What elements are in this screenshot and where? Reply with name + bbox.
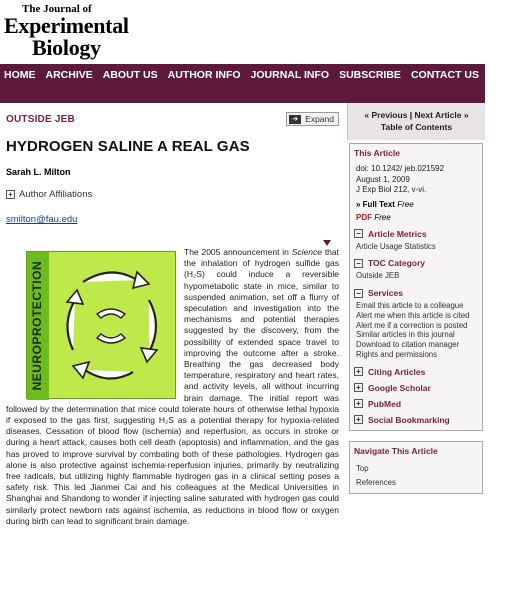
plus-icon: + (354, 415, 363, 424)
social-bookmarking-toggle[interactable] (350, 412, 482, 430)
citation: J Exp Biol 212, v-vi. (356, 185, 427, 194)
navigate-panel (349, 441, 483, 495)
body-text-science: Science (291, 247, 322, 257)
services-toggle[interactable] (350, 285, 482, 301)
article-navigation-box (347, 103, 485, 140)
citing-articles-heading: Citing Articles (368, 366, 426, 377)
article-body (6, 247, 339, 527)
author-name[interactable]: Sarah L. Milton (6, 167, 71, 177)
pdf-label: PDF (356, 212, 372, 222)
main-nav (0, 64, 517, 103)
expand-button[interactable] (286, 112, 339, 126)
arrow-right-icon: ➜ (289, 115, 301, 124)
citation-info (350, 162, 482, 198)
pubmed-heading: PubMed (368, 398, 402, 409)
navigate-top-link[interactable]: Top (356, 463, 369, 473)
social-bookmarking-heading: Social Bookmarking (368, 414, 450, 425)
nav-home[interactable]: HOME (4, 69, 36, 81)
article-figure[interactable] (26, 251, 176, 399)
service-similar-articles[interactable]: Similar articles in this journal (356, 330, 455, 340)
service-alert-correction[interactable]: Alert me if a correction is posted (356, 320, 468, 330)
article-metrics-heading: Article Metrics (368, 228, 427, 239)
section-label: OUTSIDE JEB (6, 113, 75, 125)
full-text-link[interactable] (350, 198, 482, 211)
figure-label-text: NEUROPROTECTION (30, 261, 45, 391)
toc-category-toggle[interactable] (350, 255, 482, 271)
figure-label (27, 252, 49, 400)
plus-icon: + (6, 190, 15, 199)
author-email-link[interactable]: smilton@fau.edu (6, 214, 78, 225)
service-email-article[interactable]: Email this article to a colleague (356, 301, 464, 311)
body-text-part1: The 2005 announcement in (184, 247, 292, 257)
services-heading: Services (368, 288, 403, 299)
table-of-contents-link[interactable]: Table of Contents (380, 122, 453, 132)
author-affiliations-toggle[interactable] (6, 189, 339, 200)
journal-logo[interactable] (4, 4, 485, 59)
masthead (0, 0, 485, 64)
this-article-panel (349, 143, 483, 431)
pdf-link[interactable] (350, 211, 482, 226)
minus-icon: − (354, 289, 363, 298)
nav-journal-info[interactable]: JOURNAL INFO (250, 69, 330, 81)
next-article-link[interactable]: Next Article » (414, 110, 469, 120)
full-text-label: » Full Text (356, 199, 395, 209)
toc-category-heading: TOC Category (368, 258, 425, 269)
citing-articles-toggle[interactable] (350, 364, 482, 380)
full-text-free: Free (397, 199, 414, 209)
article-metrics-toggle[interactable] (350, 226, 482, 242)
nav-archive[interactable]: ARCHIVE (45, 69, 93, 81)
navigate-references-link[interactable]: References (356, 477, 396, 487)
previous-article-link[interactable]: « Previous (364, 110, 408, 120)
nav-about-us[interactable]: ABOUT US (102, 69, 158, 81)
article-main (0, 103, 345, 600)
circular-arrows-illustration (53, 260, 171, 392)
logo-the: The Journal of (22, 3, 92, 15)
plus-icon: + (354, 367, 363, 376)
pubmed-toggle[interactable] (350, 396, 482, 412)
article-usage-link[interactable]: Article Usage Statistics (356, 241, 436, 251)
nav-author-info[interactable]: AUTHOR INFO (167, 69, 241, 81)
service-alert-cited[interactable]: Alert me when this article is cited (356, 310, 470, 320)
minus-icon: − (354, 229, 363, 238)
navigate-heading: Navigate This Article (354, 445, 438, 456)
toc-category-link[interactable]: Outside JEB (356, 271, 400, 281)
plus-icon: + (354, 399, 363, 408)
body-text-part2: that the inhalation of hydrogen sulfide gas (H₂S) could induce a reversible hypometabolic state in mice, similar to suspended animation, set off a flurry of speculation and investigation into the mechanisms and potential therapies suggested by the discovery, from the possibility of extended space travel to improving the outcome after a stroke. Breathing the gas decreased body temperature, respiratory and heart rates, and activity levels, all without incurring brain damage. The initial report was followed by the determination that mice could tolerate hours of otherwise lethal hypoxia if exposed to the gas first, suggesting H₂S as a potential therapy for hypoxia-related diseases. Cessation of blood flow (ischemia) and reperfusion, as occurs in stroke or during a heart attack, causes both cell death (apoptosis) and inflammation, and the gas has proved to improve survival by combating both of these pathologies. Hydrogen gas alone is also protective against ischemia-reperfusion injuries, primarily by neutralizing free radicals, but utilizing highly flammable hydrogen gas in a clinical setting poses a safety risk. This led Jianmei Cai and his colleagues at the Medical Universities in Shanghai and Shandong to wonder if injecting saline saturated with hydrogen gas could similarly protect newborn rats against ischemia, as reductions in blood flow or oxygen during birth can lead to significant brain damage. (6, 247, 339, 526)
plus-icon: + (354, 383, 363, 392)
google-scholar-toggle[interactable] (350, 380, 482, 396)
service-download-citation[interactable]: Download to citation manager (356, 340, 460, 350)
separator: | (409, 110, 415, 120)
google-scholar-heading: Google Scholar (368, 382, 431, 393)
section-row (6, 112, 339, 126)
pdf-free: Free (374, 212, 391, 222)
logo-line1: Experimental (4, 13, 129, 38)
nav-subscribe[interactable]: SUBSCRIBE (339, 69, 401, 81)
nav-contact-us[interactable]: CONTACT US (410, 69, 479, 81)
affiliations-label: Author Affiliations (19, 189, 93, 200)
doi: doi: 10.1242/ jeb.021592 (356, 164, 445, 173)
logo-line2: Biology (32, 35, 101, 60)
expand-label: Expand (305, 114, 334, 124)
this-article-heading: This Article (354, 148, 400, 158)
pub-date: August 1, 2009 (356, 174, 410, 184)
article-sidebar (347, 103, 485, 600)
service-rights[interactable]: Rights and permissions (356, 350, 438, 360)
minus-icon: − (354, 259, 363, 268)
triangle-down-icon[interactable] (323, 240, 331, 246)
nav-help[interactable]: HELP (489, 69, 517, 81)
article-title: HYDROGEN SALINE A REAL GAS (6, 138, 250, 155)
